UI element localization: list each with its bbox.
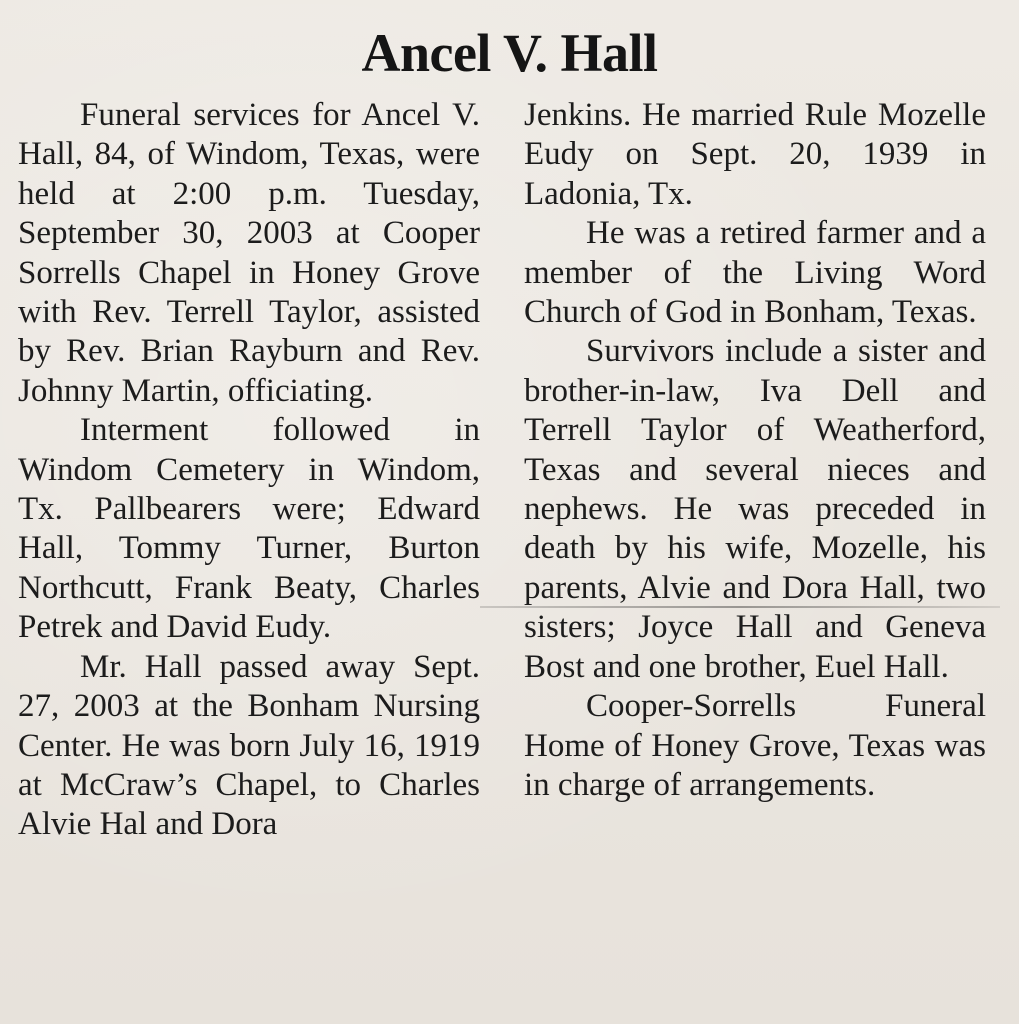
paragraph-survivors: Survivors include a sister and brother-in-law, Iva Dell and Terrell Taylor of Weatherford, Texas and several nieces and nephews. He was preceded in death by his wife, Mozelle, his parents, Alvie and Dora Hall, two sisters; Joyce Hall and Geneva Bost and one brother, Euel Hall. <box>524 333 986 685</box>
left-column <box>18 96 480 845</box>
paragraph-passed-away: Mr. Hall passed away Sept. 27, 2003 at the Bonham Nursing Center. He was born July 16, 1919 at McCraw’s Chapel, to Charles Alvie Hal and Dora <box>18 648 480 843</box>
paragraph-marriage: Jenkins. He married Rule Mozelle Eudy on Sept. 20, 1939 in Ladonia, Tx. <box>524 97 986 212</box>
paper-fold-line <box>480 606 1000 608</box>
paragraph-interment: Interment followed in Windom Cemetery in Windom, Tx. Pallbearers were; Edward Hall, Tommy Turner, Burton Northcutt, Frank Beaty, Charles Petrek and David Eudy. <box>18 412 480 646</box>
paragraph-occupation: He was a retired farmer and a member of the Living Word Church of God in Bonham, Texas. <box>524 215 986 331</box>
obituary-headline: Ancel V. Hall <box>361 23 658 83</box>
right-column <box>524 96 986 805</box>
paragraph-arrangements: Cooper-Sorrells Funeral Home of Honey Grove, Texas was in charge of arrangements. <box>524 688 986 803</box>
paragraph-funeral-services: Funeral services for Ancel V. Hall, 84, of Windom, Texas, were held at 2:00 p.m. Tuesday, September 30, 2003 at Cooper Sorrells Chapel in Honey Grove with Rev. Terrell Taylor, assisted by Rev. Brian Rayburn and Rev. Johnny Martin, officiating. <box>18 97 480 409</box>
